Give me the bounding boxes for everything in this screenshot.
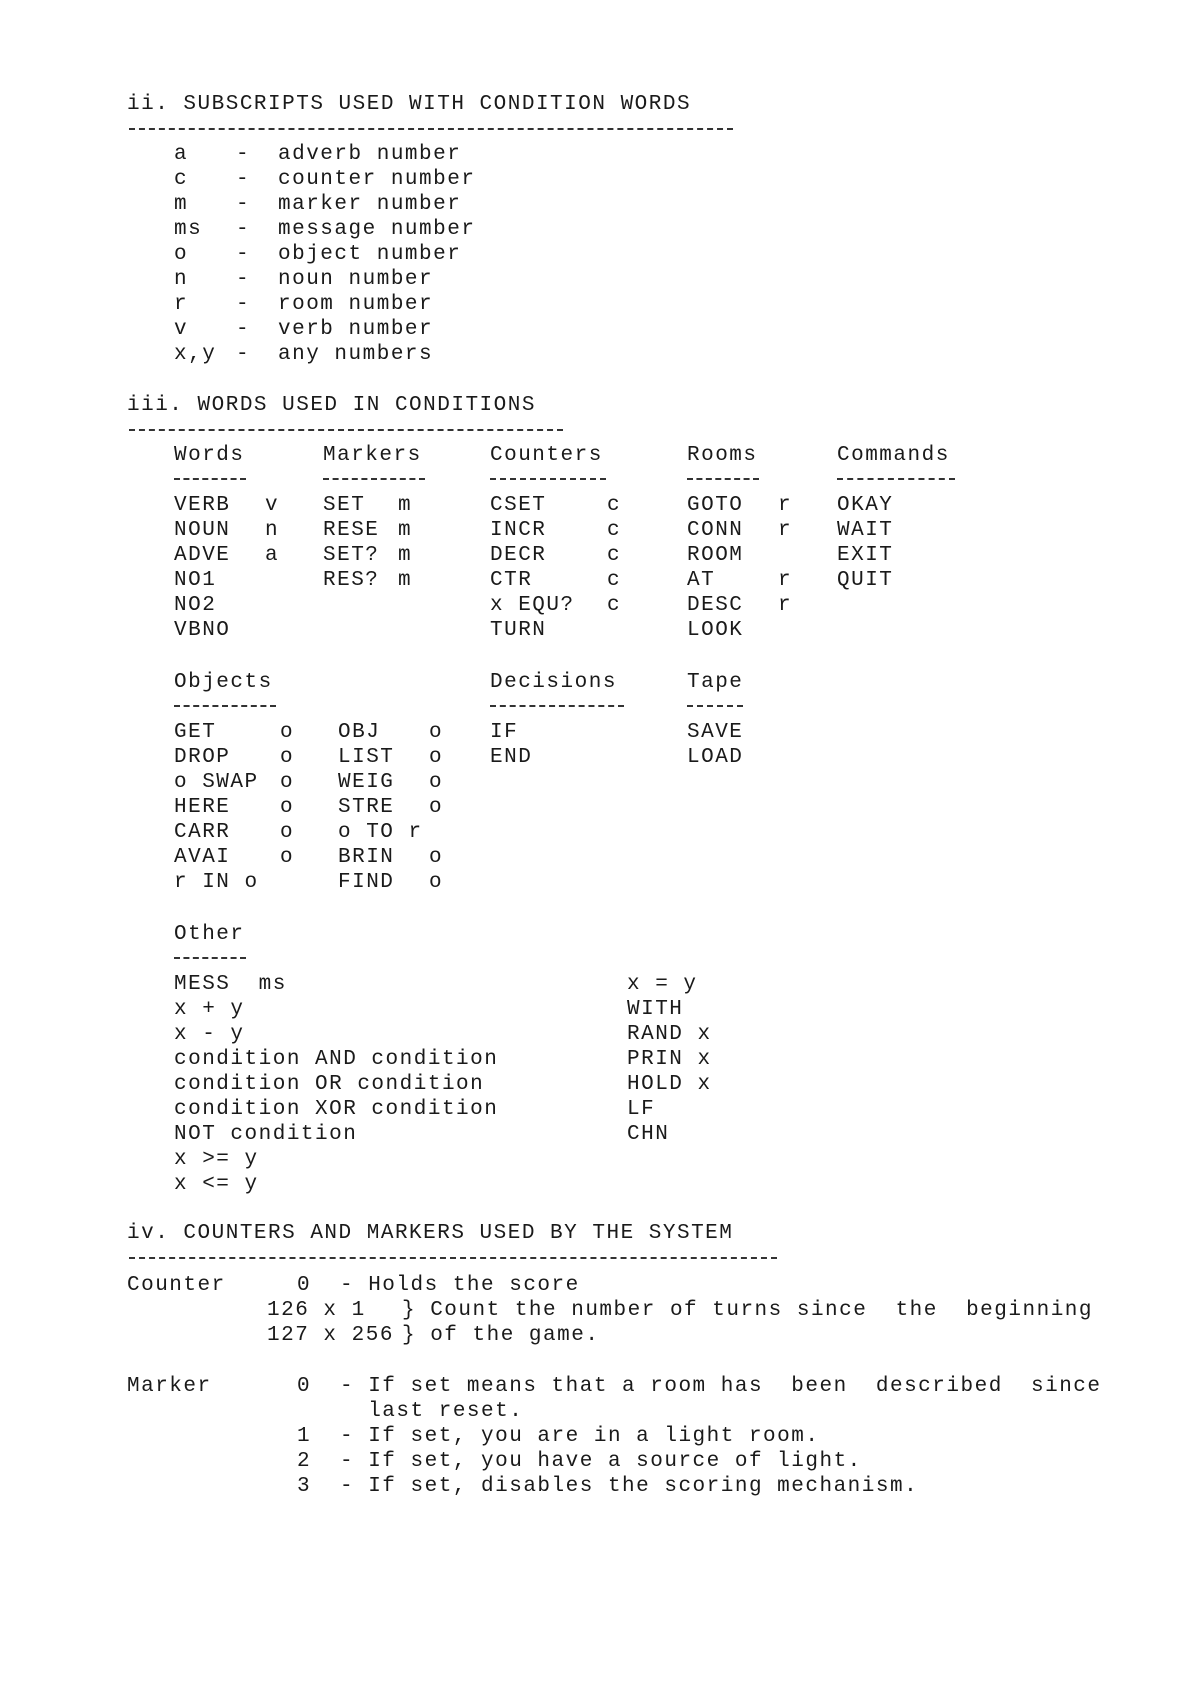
room-keyword: GOTO <box>687 494 744 517</box>
command-keyword: EXIT <box>837 544 894 567</box>
counter-subscript: c <box>607 569 622 592</box>
subscript-description: room number <box>278 293 434 316</box>
room-subscript: r <box>778 519 793 542</box>
word-keyword: NO2 <box>174 594 217 617</box>
counter-keyword: DECR <box>490 544 547 567</box>
subscript-symbol: r <box>174 293 189 316</box>
subscript-dash: - <box>236 293 251 316</box>
object-subscript: o <box>429 746 444 769</box>
column-header-tape: Tape <box>687 671 744 694</box>
column-header-decisions: Decisions <box>490 671 617 694</box>
counter-keyword: CSET <box>490 494 547 517</box>
subscript-symbol: x,y <box>174 343 217 366</box>
object-keyword: FIND <box>338 871 395 894</box>
column-header-commands: Commands <box>837 444 950 467</box>
section-iv-underline <box>129 1257 777 1259</box>
object-subscript: o <box>280 721 295 744</box>
object-subscript: o <box>429 846 444 869</box>
other-item: x = y <box>627 973 698 996</box>
marker-text: last reset. <box>340 1400 524 1423</box>
column-header-words: Words <box>174 444 245 467</box>
subscript-dash: - <box>236 168 251 191</box>
marker-text: - If set, disables the scoring mechanism. <box>340 1475 919 1498</box>
other-item: RAND x <box>627 1023 712 1046</box>
counter-label: Counter <box>127 1274 226 1297</box>
room-keyword: CONN <box>687 519 744 542</box>
column-underline <box>174 957 246 959</box>
object-keyword: OBJ <box>338 721 381 744</box>
word-subscript: v <box>265 494 280 517</box>
subscript-symbol: ms <box>174 218 203 241</box>
word-keyword: NO1 <box>174 569 217 592</box>
command-keyword: QUIT <box>837 569 894 592</box>
subscript-dash: - <box>236 318 251 341</box>
marker-label: Marker <box>127 1375 212 1398</box>
column-underline <box>687 478 759 480</box>
column-underline <box>837 478 955 480</box>
counter-text: - Holds the score <box>340 1274 580 1297</box>
tape-keyword: LOAD <box>687 746 744 769</box>
counter-number: 0 <box>297 1274 312 1297</box>
object-subscript: o <box>280 821 295 844</box>
counter-subscript: c <box>607 594 622 617</box>
column-underline <box>174 478 246 480</box>
decision-keyword: IF <box>490 721 519 744</box>
object-subscript: o <box>429 771 444 794</box>
marker-keyword: SET? <box>323 544 380 567</box>
other-item: MESS ms <box>174 973 287 996</box>
object-subscript: o <box>280 796 295 819</box>
subscript-symbol: a <box>174 143 189 166</box>
object-keyword: BRIN <box>338 846 395 869</box>
object-subscript: o <box>280 746 295 769</box>
room-subscript: r <box>778 494 793 517</box>
counter-subscript: c <box>607 544 622 567</box>
counter-number: 126 x 1 <box>267 1299 366 1322</box>
word-keyword: VERB <box>174 494 231 517</box>
object-keyword: CARR <box>174 821 231 844</box>
column-header-counters: Counters <box>490 444 603 467</box>
subscript-description: verb number <box>278 318 434 341</box>
object-keyword: r IN o <box>174 871 259 894</box>
column-underline <box>323 478 425 480</box>
room-subscript: r <box>778 569 793 592</box>
room-keyword: ROOM <box>687 544 744 567</box>
marker-text: - If set, you are in a light room. <box>340 1425 820 1448</box>
column-header-other: Other <box>174 923 245 946</box>
marker-keyword: SET <box>323 494 366 517</box>
subscript-symbol: c <box>174 168 189 191</box>
object-keyword: LIST <box>338 746 395 769</box>
other-item: CHN <box>627 1123 670 1146</box>
subscript-dash: - <box>236 218 251 241</box>
subscript-dash: - <box>236 343 251 366</box>
column-underline <box>490 705 624 707</box>
subscript-symbol: m <box>174 193 189 216</box>
other-item: WITH <box>627 998 684 1021</box>
object-keyword: GET <box>174 721 217 744</box>
object-keyword: o SWAP <box>174 771 259 794</box>
column-underline <box>687 705 743 707</box>
other-item: condition XOR condition <box>174 1098 499 1121</box>
marker-text: - If set means that a room has been described since <box>340 1375 1102 1398</box>
section-ii-underline <box>129 128 733 130</box>
counter-keyword: TURN <box>490 619 547 642</box>
object-subscript: o <box>429 721 444 744</box>
object-keyword: STRE <box>338 796 395 819</box>
other-item: x - y <box>174 1023 245 1046</box>
marker-subscript: m <box>398 494 413 517</box>
section-iv-heading: iv. COUNTERS AND MARKERS USED BY THE SYSTEM <box>127 1222 734 1245</box>
marker-subscript: m <box>398 569 413 592</box>
room-keyword: DESC <box>687 594 744 617</box>
object-subscript: o <box>280 846 295 869</box>
column-underline <box>490 478 606 480</box>
other-item: x >= y <box>174 1148 259 1171</box>
other-item: PRIN x <box>627 1048 712 1071</box>
word-keyword: VBNO <box>174 619 231 642</box>
subscript-dash: - <box>236 268 251 291</box>
counter-text: } of the game. <box>402 1324 600 1347</box>
column-header-rooms: Rooms <box>687 444 758 467</box>
word-keyword: NOUN <box>174 519 231 542</box>
object-subscript: o <box>429 796 444 819</box>
counter-keyword: x EQU? <box>490 594 575 617</box>
marker-keyword: RES? <box>323 569 380 592</box>
marker-number: 3 <box>297 1475 312 1498</box>
word-subscript: a <box>265 544 280 567</box>
object-subscript: o <box>280 771 295 794</box>
marker-number: 1 <box>297 1425 312 1448</box>
command-keyword: WAIT <box>837 519 894 542</box>
subscript-symbol: o <box>174 243 189 266</box>
other-item: LF <box>627 1098 656 1121</box>
object-keyword: WEIG <box>338 771 395 794</box>
counter-keyword: INCR <box>490 519 547 542</box>
marker-number: 2 <box>297 1450 312 1473</box>
subscript-description: marker number <box>278 193 462 216</box>
other-item: condition AND condition <box>174 1048 499 1071</box>
marker-keyword: RESE <box>323 519 380 542</box>
column-underline <box>174 705 276 707</box>
object-keyword: DROP <box>174 746 231 769</box>
subscript-description: object number <box>278 243 462 266</box>
counter-subscript: c <box>607 494 622 517</box>
counter-keyword: CTR <box>490 569 533 592</box>
marker-subscript: m <box>398 544 413 567</box>
subscript-description: counter number <box>278 168 476 191</box>
word-subscript: n <box>265 519 280 542</box>
room-keyword: AT <box>687 569 716 592</box>
counter-text: } Count the number of turns since the beginning <box>402 1299 1094 1322</box>
subscript-symbol: v <box>174 318 189 341</box>
object-subscript: o <box>429 871 444 894</box>
marker-subscript: m <box>398 519 413 542</box>
subscript-description: adverb number <box>278 143 462 166</box>
decision-keyword: END <box>490 746 533 769</box>
subscript-description: any numbers <box>278 343 434 366</box>
column-header-objects: Objects <box>174 671 273 694</box>
subscript-description: noun number <box>278 268 434 291</box>
subscript-dash: - <box>236 193 251 216</box>
room-keyword: LOOK <box>687 619 744 642</box>
object-keyword: AVAI <box>174 846 231 869</box>
word-keyword: ADVE <box>174 544 231 567</box>
other-item: condition OR condition <box>174 1073 485 1096</box>
section-iii-heading: iii. WORDS USED IN CONDITIONS <box>127 394 536 417</box>
other-item: NOT condition <box>174 1123 358 1146</box>
subscript-dash: - <box>236 243 251 266</box>
marker-number: 0 <box>297 1375 312 1398</box>
section-iii-underline <box>129 429 563 431</box>
column-header-markers: Markers <box>323 444 422 467</box>
marker-text: - If set, you have a source of light. <box>340 1450 862 1473</box>
other-item: x <= y <box>174 1173 259 1196</box>
subscript-dash: - <box>236 143 251 166</box>
counter-number: 127 x 256 <box>267 1324 394 1347</box>
command-keyword: OKAY <box>837 494 894 517</box>
object-keyword: o TO r <box>338 821 423 844</box>
counter-subscript: c <box>607 519 622 542</box>
other-item: HOLD x <box>627 1073 712 1096</box>
section-ii-heading: ii. SUBSCRIPTS USED WITH CONDITION WORDS <box>127 93 692 116</box>
tape-keyword: SAVE <box>687 721 744 744</box>
other-item: x + y <box>174 998 245 1021</box>
subscript-description: message number <box>278 218 476 241</box>
room-subscript: r <box>778 594 793 617</box>
subscript-symbol: n <box>174 268 189 291</box>
object-keyword: HERE <box>174 796 231 819</box>
